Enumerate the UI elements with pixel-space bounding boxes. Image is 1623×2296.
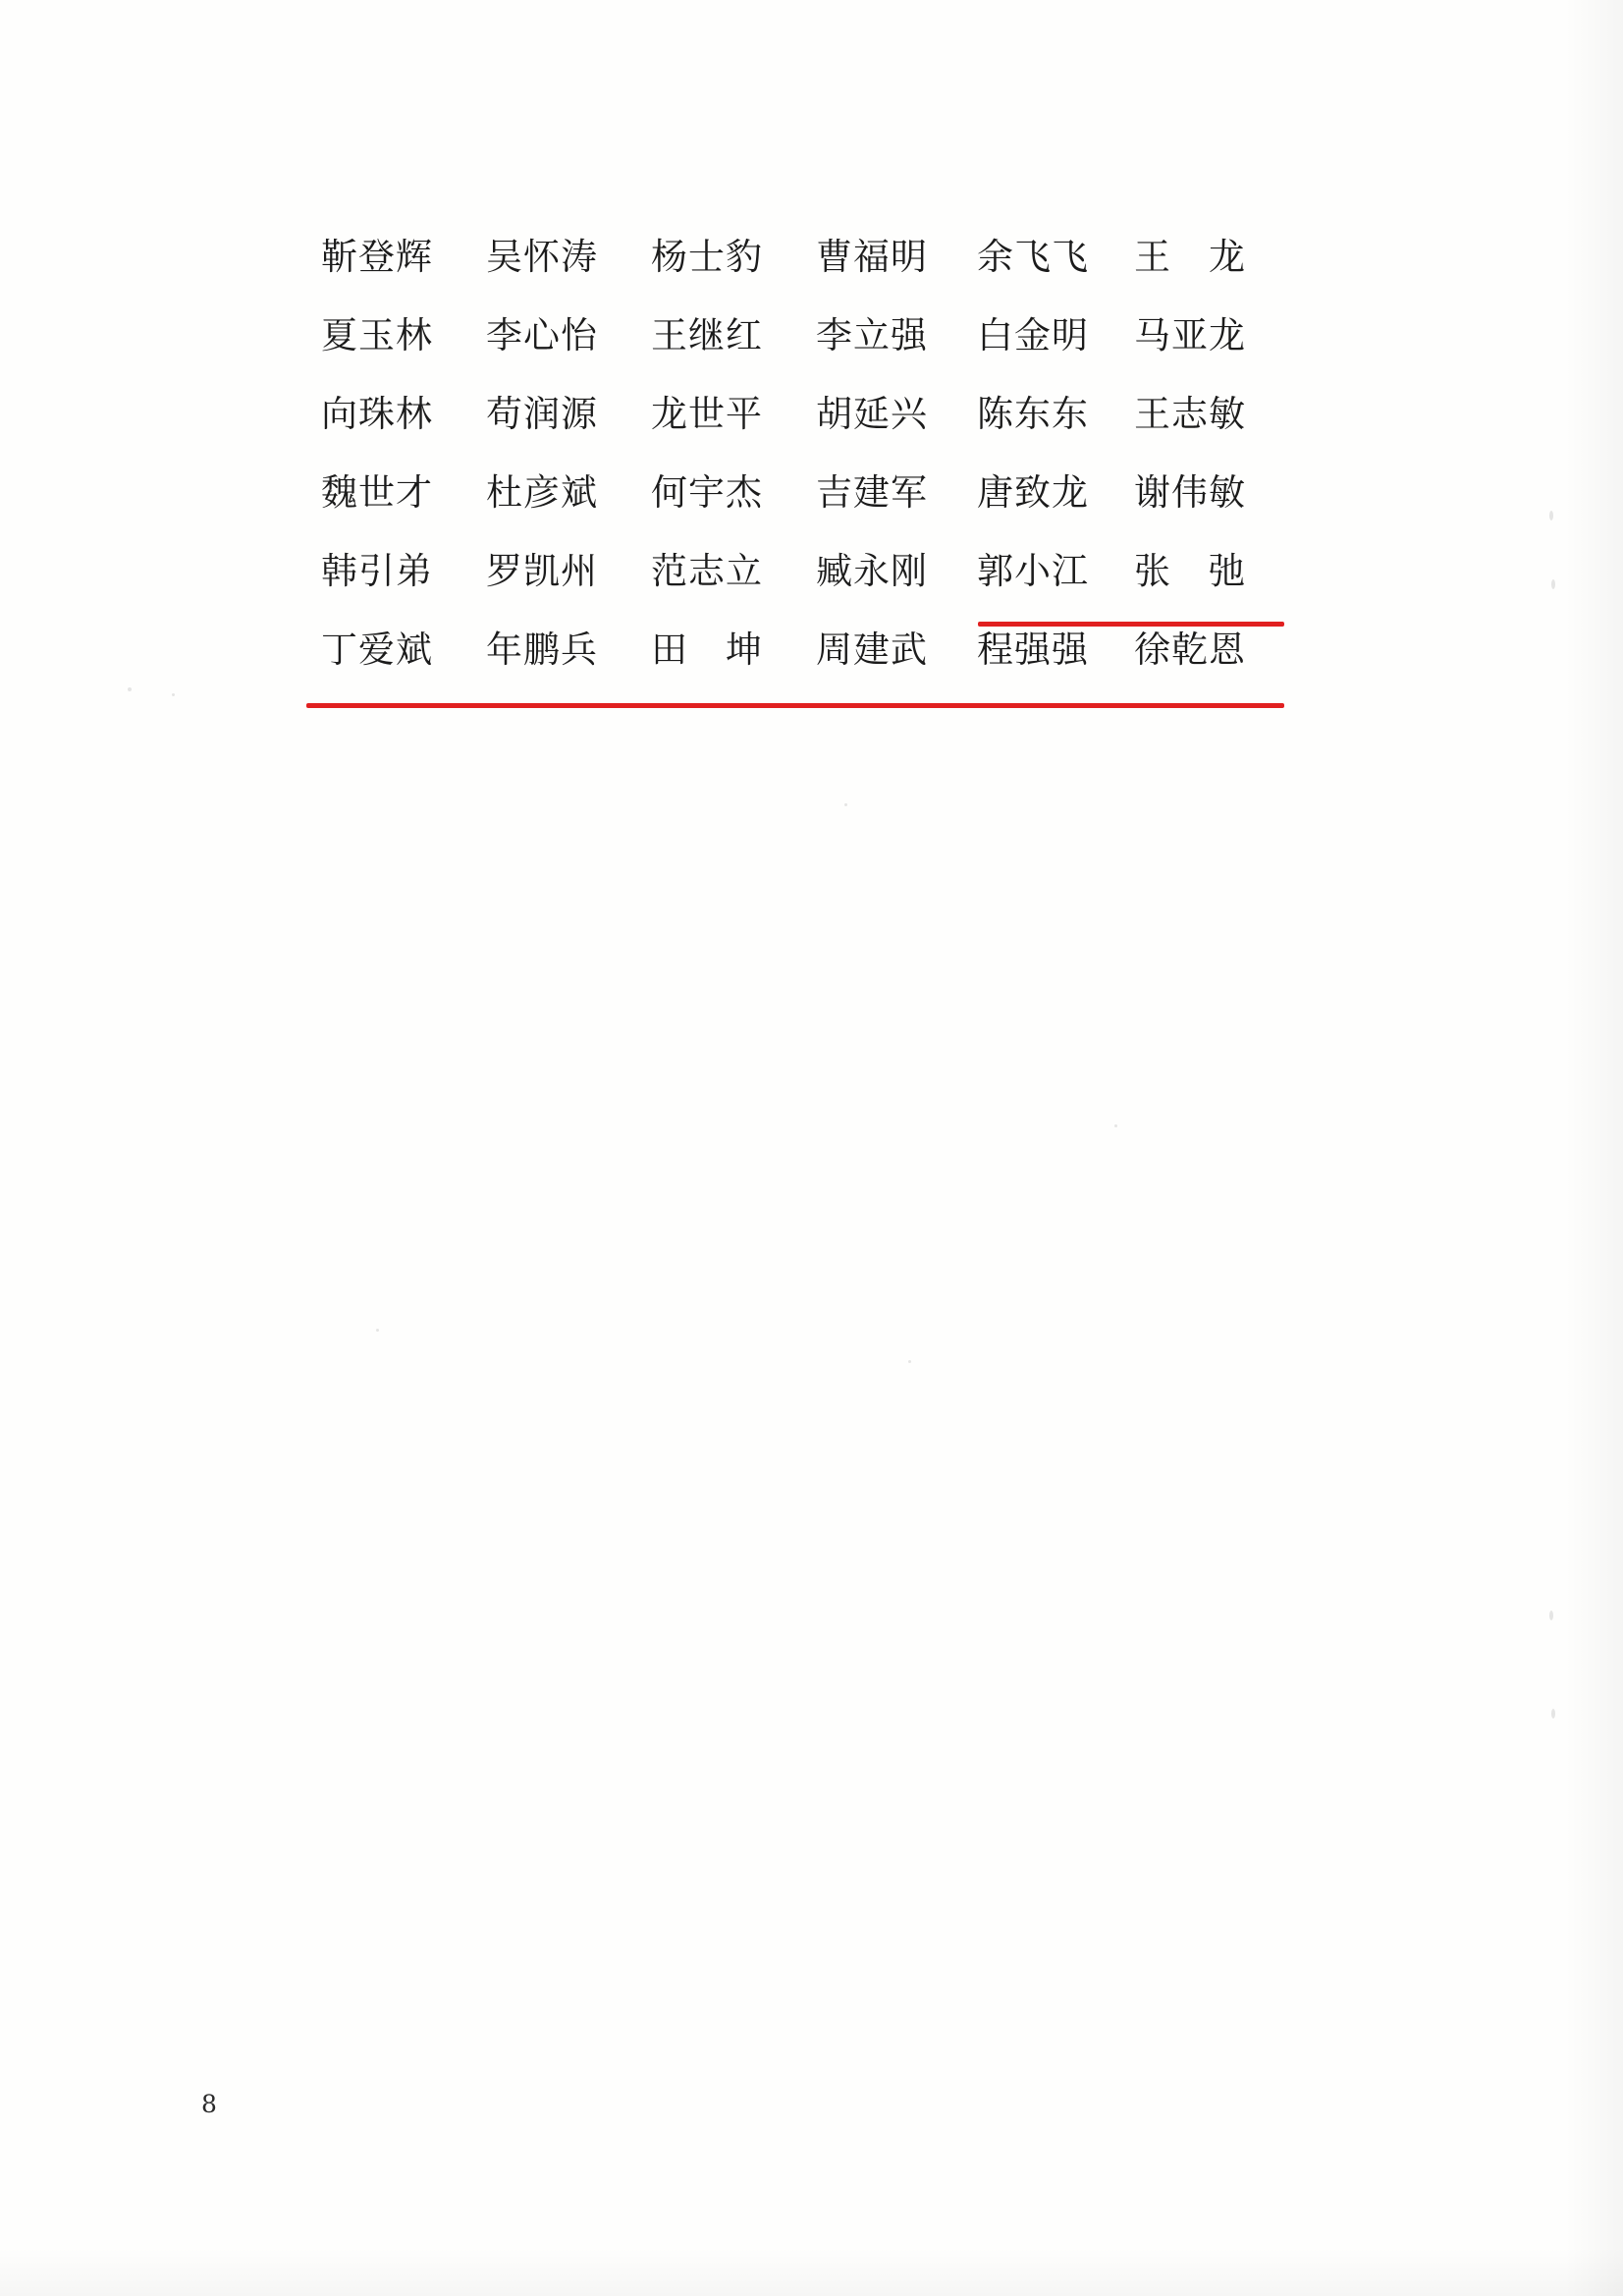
- table-row: [295, 293, 1269, 371]
- name-cell: 吴怀涛: [486, 236, 598, 278]
- name-cell: 徐乾恩: [1134, 629, 1246, 671]
- name-cell: 王 龙: [1134, 236, 1246, 278]
- name-cell: 魏世才: [321, 471, 433, 514]
- scan-edge-shading-right: [1564, 0, 1623, 2296]
- name-cell: 白金明: [977, 314, 1089, 356]
- name-cell: 杜彦斌: [486, 471, 598, 514]
- scan-speck: [1551, 1709, 1555, 1719]
- name-cell: 罗凯州: [486, 550, 598, 592]
- name-cell: 马亚龙: [1134, 314, 1246, 356]
- name-cell: 李心怡: [486, 314, 598, 356]
- scan-speck: [1549, 1611, 1553, 1620]
- name-cell: 范志立: [651, 550, 763, 592]
- name-cell: 韩引弟: [321, 550, 433, 592]
- red-underline-row6: [306, 703, 1284, 708]
- name-list-table: [295, 214, 1269, 685]
- name-cell: 郭小江: [977, 550, 1089, 592]
- name-cell: 龙世平: [651, 393, 763, 435]
- table-row: [295, 607, 1269, 685]
- name-cell: 臧永刚: [816, 550, 928, 592]
- name-cell: 周建武: [816, 629, 928, 671]
- name-cell: 程强强: [977, 629, 1089, 671]
- table-row: [295, 214, 1269, 293]
- name-cell: 杨士豹: [651, 236, 763, 278]
- name-cell: 向珠林: [321, 393, 433, 435]
- name-cell: 张 弛: [1134, 550, 1246, 592]
- scan-speck: [128, 687, 132, 691]
- name-cell: 田 坤: [651, 629, 763, 671]
- name-cell: 丁爱斌: [321, 629, 433, 671]
- name-cell: 吉建军: [816, 471, 928, 514]
- page-number: 8: [201, 2090, 217, 2118]
- scan-speck: [1549, 511, 1553, 520]
- name-cell: 夏玉林: [321, 314, 433, 356]
- scan-speck: [908, 1360, 911, 1363]
- table-row: [295, 528, 1269, 607]
- name-cell: 李立强: [816, 314, 928, 356]
- name-cell: 唐致龙: [977, 471, 1089, 514]
- scan-speck: [1114, 1124, 1117, 1127]
- name-cell: 谢伟敏: [1134, 471, 1246, 514]
- red-underline-row5: [978, 622, 1284, 627]
- scan-edge-shading-bottom: [0, 2247, 1623, 2296]
- table-row: [295, 371, 1269, 450]
- scan-speck: [844, 803, 847, 806]
- table-row: [295, 450, 1269, 528]
- name-cell: 苟润源: [486, 393, 598, 435]
- name-cell: 余飞飞: [977, 236, 1089, 278]
- name-cell: 胡延兴: [816, 393, 928, 435]
- name-cell: 王继红: [651, 314, 763, 356]
- scan-speck: [1551, 579, 1555, 589]
- name-cell: 靳登辉: [321, 236, 433, 278]
- name-cell: 曹福明: [816, 236, 928, 278]
- name-cell: 陈东东: [977, 393, 1089, 435]
- scan-speck: [376, 1329, 379, 1332]
- name-cell: 年鹏兵: [486, 629, 598, 671]
- name-cell: 何宇杰: [651, 471, 763, 514]
- scan-speck: [172, 693, 175, 696]
- name-cell: 王志敏: [1134, 393, 1246, 435]
